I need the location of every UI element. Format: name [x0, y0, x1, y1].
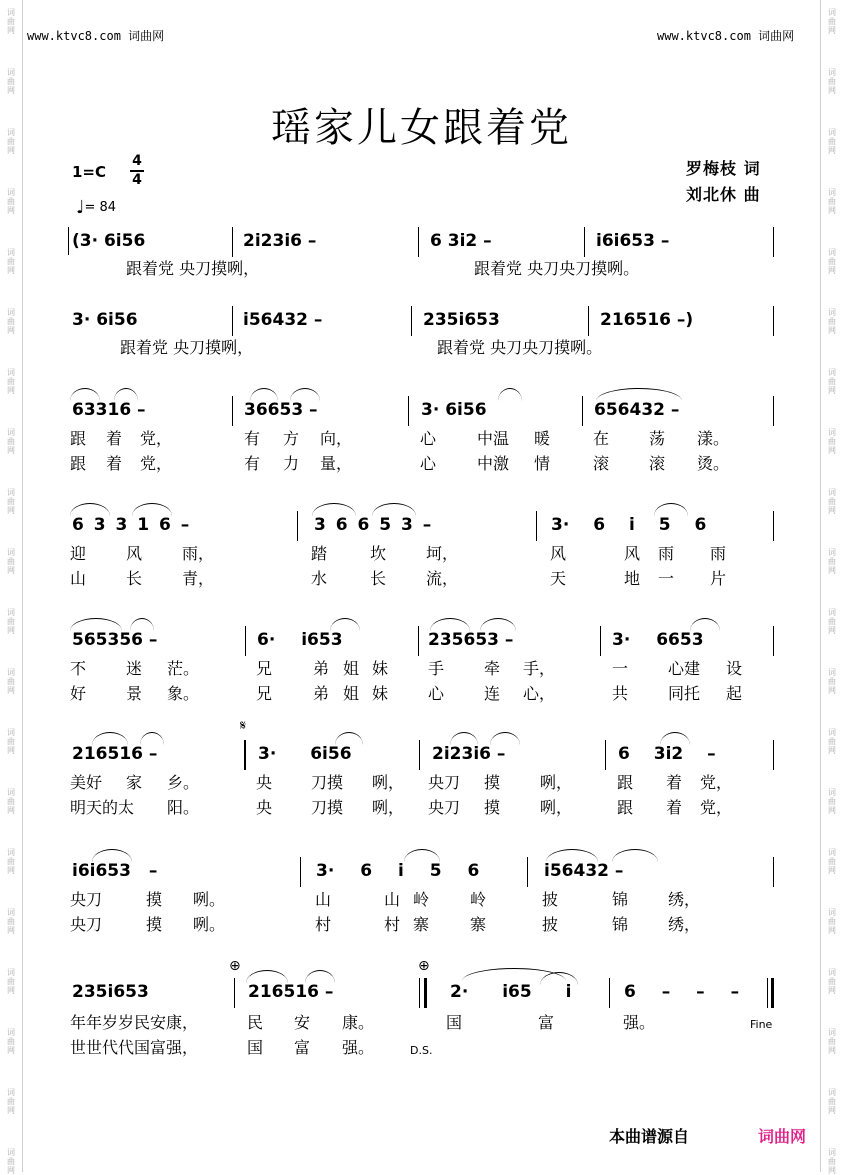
row8-measure1: 235i653: [72, 982, 149, 1002]
side-watermark: 词 曲 网: [828, 428, 836, 455]
side-watermark: 词 曲 网: [7, 8, 15, 35]
score-row-7: i6i653 – 3· 6 i 5 6 i56432 – 央刀 摸 咧。 山 山 岭 岭 披 锦 绣， 央刀 摸 咧。 村 村 寨 寨 披 锦 绣，: [0, 857, 843, 977]
side-watermark: 词 曲 网: [828, 128, 836, 155]
side-watermark: 词 曲 网: [7, 668, 15, 695]
row3-measure2: 36653 –: [244, 400, 318, 420]
side-watermark: 词 曲 网: [828, 968, 836, 995]
row4-measure2: 3 6 6 5 3 –: [314, 515, 432, 535]
site-url-left[interactable]: www.ktvc8.com 词曲网: [27, 29, 165, 43]
row5-measure2: 6· i653: [257, 630, 343, 650]
score-row-3: 63316 – 36653 – 3· 6i56 656432 – 跟 着 党， 有 方 向， 心 中温 暖 在 荡 漾。 跟 着 党， 有 力 量， 心 中激 情 滚 滚 烫。: [0, 396, 843, 516]
side-watermark: 词 曲 网: [828, 548, 836, 575]
score-row-5: 565356 – 6· i653 235653 – 3· 6653 不 迷 茫。 兄 弟 姐 妹 手 牵 手， 一 心建 设 好 景 象。 兄 弟 姐 妹 心 连 心， 共 同托 起: [0, 626, 843, 746]
row8-measure4: 6 – – –: [624, 982, 740, 1002]
row2-lyric-b: 跟着党 央刀央刀摸咧。: [437, 338, 603, 357]
side-watermark: 词 曲 网: [7, 1028, 15, 1055]
side-watermark: 词 曲 网: [828, 488, 836, 515]
tempo-value: = 84: [84, 200, 117, 215]
side-watermark: 词 曲 网: [7, 608, 15, 635]
side-watermark: 词 曲 网: [828, 188, 836, 215]
score-row-4: 6 3 3 1 6 – 3 6 6 5 3 – 3· 6 i 5 6 迎 风 雨， 踏 坎 坷， 风 风 雨 雨 山 长 青， 水 长 流， 天 地 一 片: [0, 511, 843, 631]
side-watermark: 词 曲 网: [828, 1148, 836, 1175]
fine-marking: Fine: [750, 1018, 773, 1031]
side-watermark: 词 曲 网: [828, 1028, 836, 1055]
side-watermark: 词 曲 网: [828, 368, 836, 395]
song-title: 瑶家儿女跟着党: [271, 105, 572, 151]
footer-brand-link[interactable]: 词曲网: [758, 1127, 807, 1146]
row1-measure3: 6 3i2 –: [430, 231, 492, 251]
composer-credit: 刘北休 曲: [686, 185, 761, 204]
row1-measure1: (3· 6i56: [72, 231, 146, 251]
row1-measure2: 2i23i6 –: [243, 231, 317, 251]
row6-measure3: 2i23i6 –: [432, 744, 506, 764]
side-watermark: 词 曲 网: [828, 728, 836, 755]
side-watermark: 词 曲 网: [828, 908, 836, 935]
side-watermark: 词 曲 网: [828, 308, 836, 335]
segno-icon: 𝄋: [240, 718, 247, 734]
side-watermark: 词 曲 网: [7, 548, 15, 575]
meter-bottom: 4: [132, 172, 142, 188]
row2-measure1: 3· 6i56: [72, 310, 138, 330]
row7-measure3: i56432 –: [544, 861, 624, 881]
side-watermark: 词 曲 网: [7, 908, 15, 935]
site-url-right[interactable]: www.ktvc8.com 词曲网: [657, 29, 795, 43]
row6-measure4: 6 3i2 –: [618, 744, 716, 764]
coda-icon-1: ⊕: [229, 958, 241, 974]
row7-measure2: 3· 6 i 5 6: [316, 861, 480, 881]
side-watermark: 词 曲 网: [828, 848, 836, 875]
side-watermark: 词 曲 网: [7, 188, 15, 215]
side-watermark: 词 曲 网: [7, 428, 15, 455]
row3-measure3: 3· 6i56: [421, 400, 487, 420]
side-watermark: 词 曲 网: [7, 788, 15, 815]
row7-measure1: i6i653 –: [72, 861, 158, 881]
row3-measure1: 63316 –: [72, 400, 146, 420]
row6-measure2: 3· 6i56: [258, 744, 352, 764]
row1-lyric-b: 跟着党 央刀央刀摸咧。: [474, 259, 640, 278]
side-watermark: 词 曲 网: [7, 728, 15, 755]
side-watermark: 词 曲 网: [828, 788, 836, 815]
row4-measure3: 3· 6 i 5 6: [551, 515, 707, 535]
side-watermark: 词 曲 网: [828, 608, 836, 635]
key-signature: 1=C: [72, 163, 107, 181]
row5-measure1: 565356 –: [72, 630, 158, 650]
score-row-6: 𝄋 216516 – 3· 6i56 2i23i6 – 6 3i2 – 美好 家 乡。 央 刀摸 咧， 央刀 摸 咧， 跟 着 党， 明天的太 阳。 央 刀摸 咧， 央刀 摸 咧， 跟 着 党，: [0, 740, 843, 860]
side-watermark: 词 曲 网: [7, 968, 15, 995]
row2-measure2: i56432 –: [243, 310, 323, 330]
side-watermark: 词 曲 网: [828, 668, 836, 695]
row2-lyric-a: 跟着党 央刀摸咧，: [120, 338, 254, 357]
row1-measure4: i6i653 –: [596, 231, 670, 251]
side-watermark: 词 曲 网: [7, 1148, 15, 1175]
score-row-8: ⊕ ⊕ 235i653 216516 – 2· i65 i 6 – – – 年年岁岁民安康， 民 安 康。 国 富 强。 Fine 世世代代国富强， 国 富 强。 D.S.: [70, 958, 773, 1057]
row3-measure4: 656432 –: [594, 400, 680, 420]
lyricist-credit: 罗梅枝 词: [686, 159, 761, 178]
side-watermark: 词 曲 网: [7, 368, 15, 395]
side-watermark: 词 曲 网: [7, 128, 15, 155]
row8-measure2: 216516 –: [248, 982, 334, 1002]
side-watermark: 词 曲 网: [828, 248, 836, 275]
side-watermark: 词 曲 网: [7, 488, 15, 515]
side-watermark: 词 曲 网: [828, 68, 836, 95]
ds-marking: D.S.: [410, 1044, 433, 1057]
time-signature: [130, 154, 144, 188]
row6-measure1: 216516 –: [72, 744, 158, 764]
quarter-note-icon: ♩: [76, 197, 85, 218]
side-watermark: 词 曲 网: [7, 248, 15, 275]
side-watermark: 词 曲 网: [828, 1088, 836, 1115]
side-watermark: 词 曲 网: [7, 68, 15, 95]
side-watermark: 词 曲 网: [828, 8, 836, 35]
row5-measure4: 3· 6653: [612, 630, 704, 650]
footer-source-label: 本曲谱源自: [609, 1127, 690, 1146]
side-watermark: 词 曲 网: [7, 1088, 15, 1115]
row8-measure3: 2· i65 i: [450, 982, 572, 1002]
row4-measure1: 6 3 3 1 6 –: [72, 515, 190, 535]
tempo-marking: [76, 197, 116, 218]
meter-top: 4: [132, 153, 142, 169]
side-watermark: 词 曲 网: [7, 848, 15, 875]
row1-lyric-a: 跟着党 央刀摸咧，: [126, 259, 260, 278]
row2-measure4: 216516 –): [600, 310, 694, 330]
coda-icon-2: ⊕: [418, 958, 430, 974]
row2-measure3: 235i653: [423, 310, 500, 330]
row5-measure3: 235653 –: [428, 630, 514, 650]
side-watermark: 词 曲 网: [7, 308, 15, 335]
